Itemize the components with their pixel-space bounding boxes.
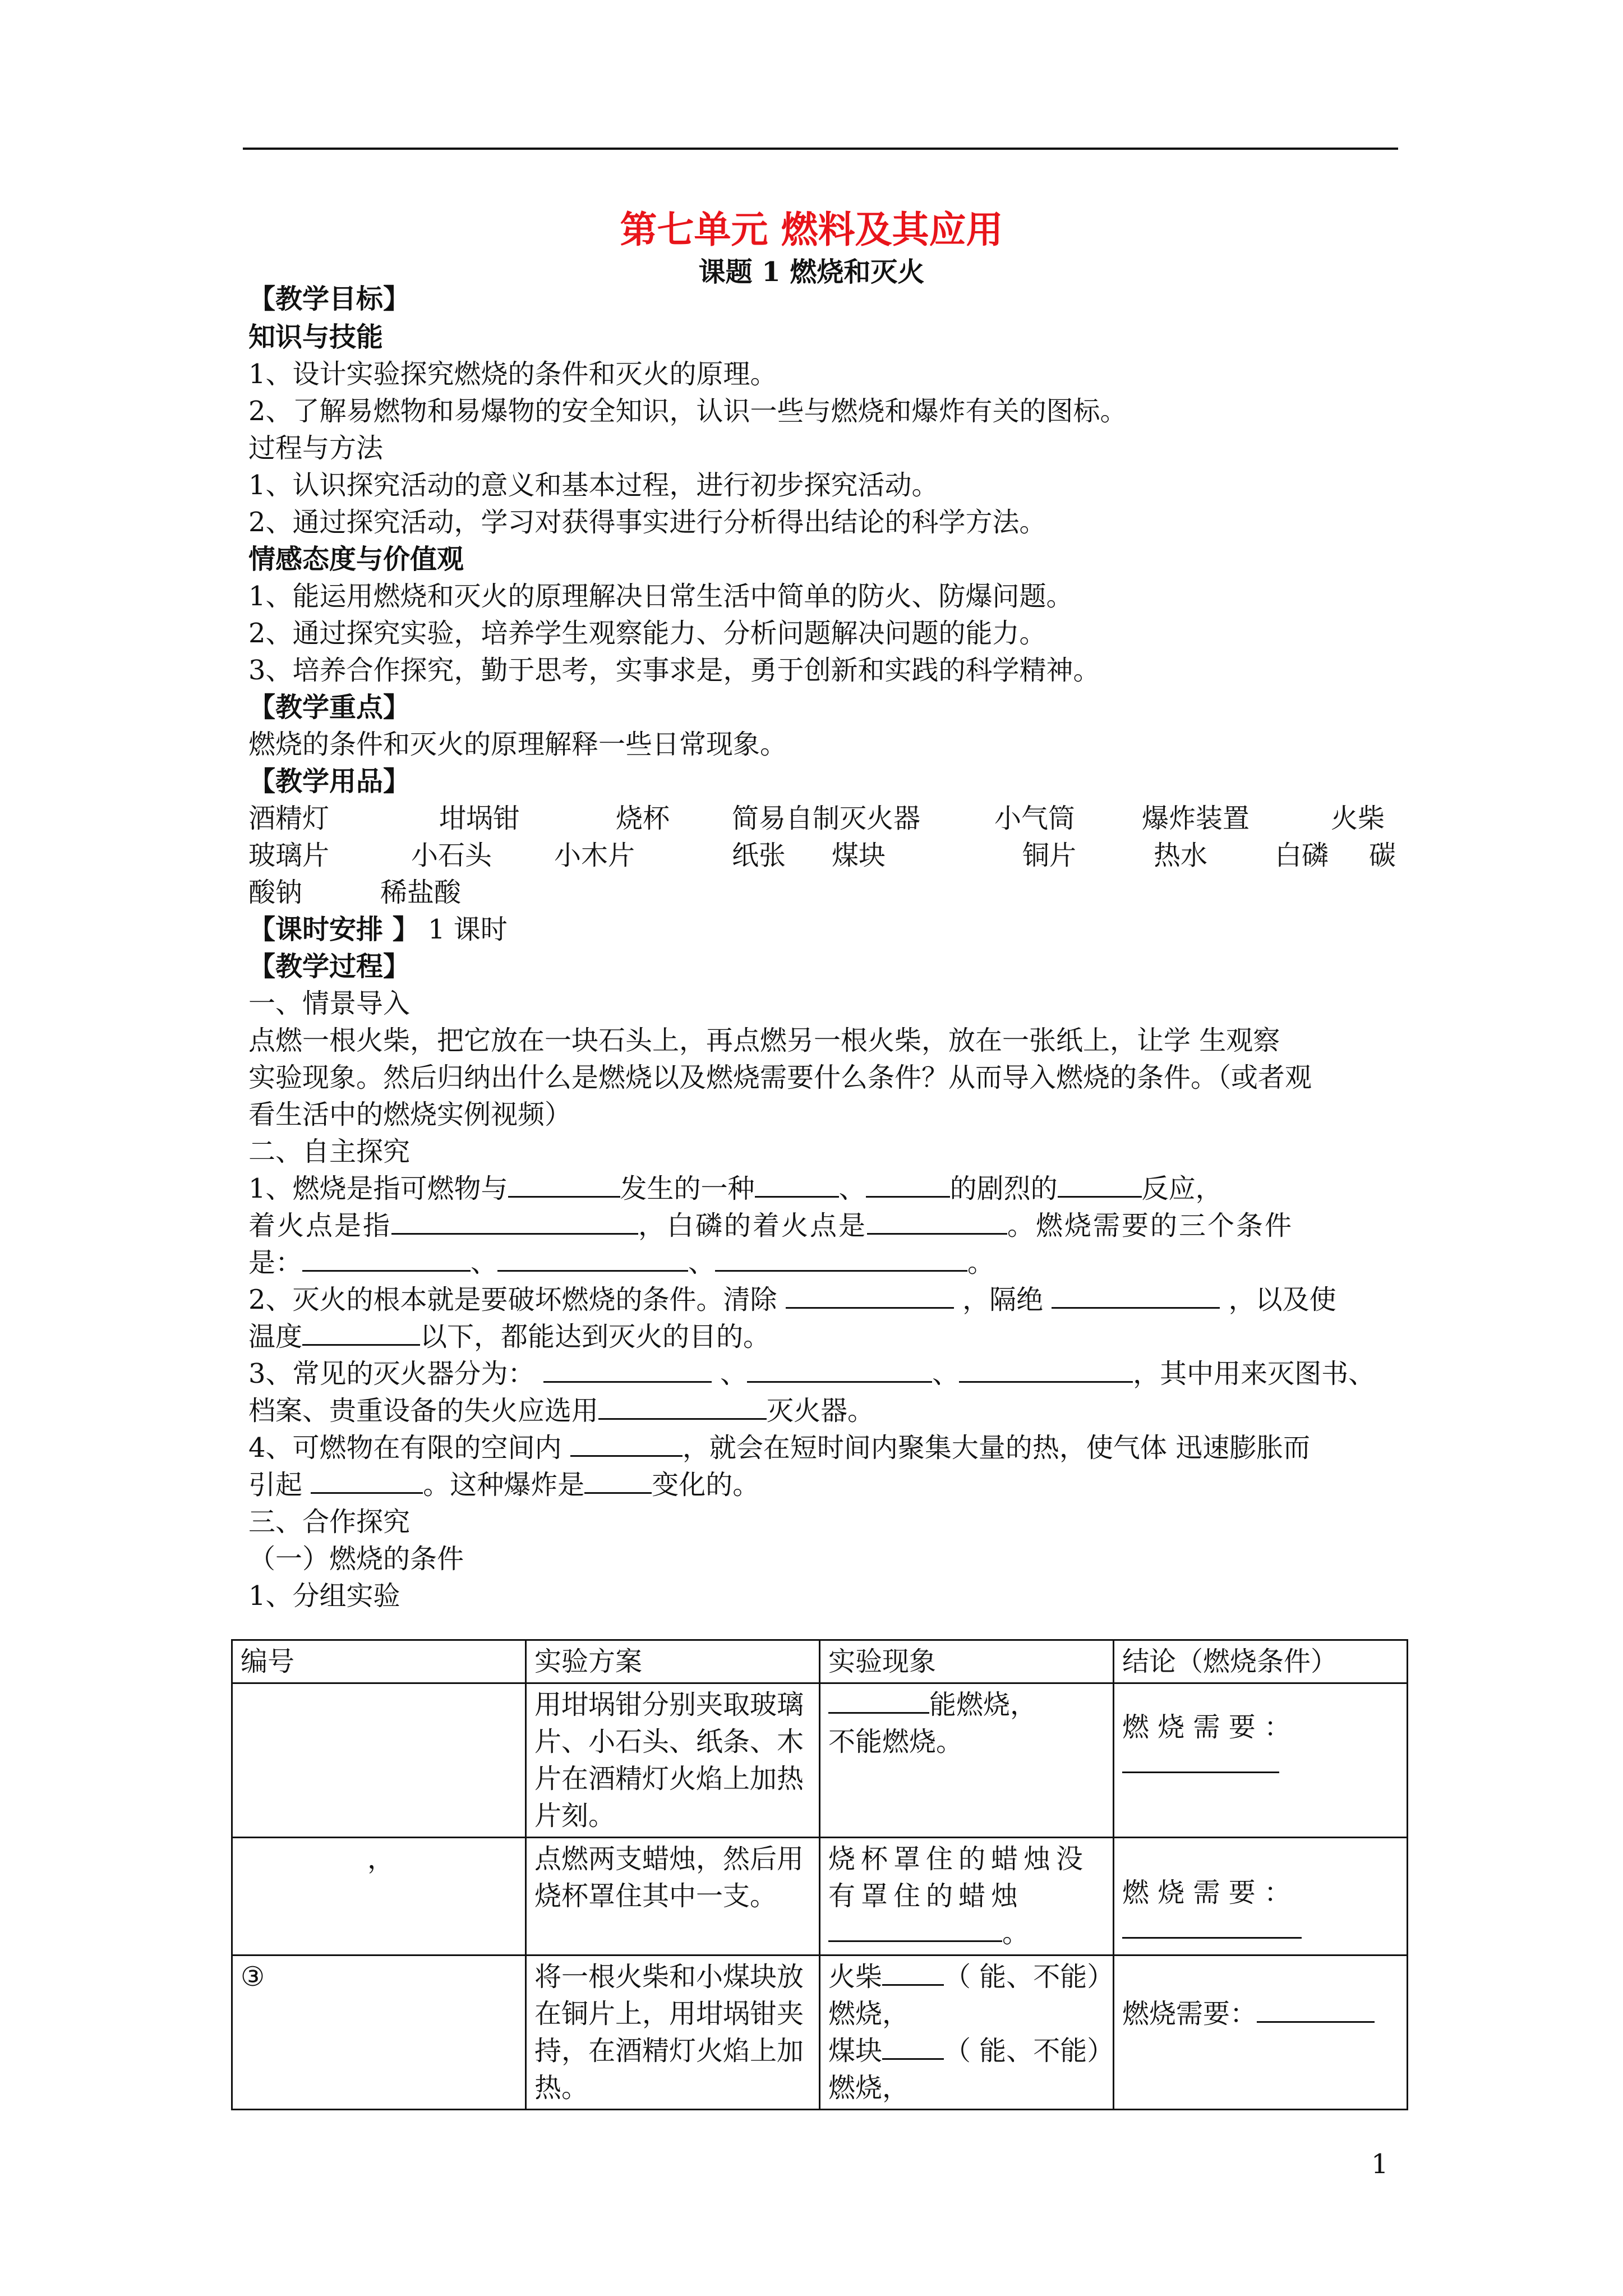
answer-blank[interactable] — [959, 1359, 1133, 1383]
question-text: 变化的。 — [652, 1469, 760, 1501]
table-cell-id: ， — [232, 1838, 526, 1955]
question-text: ，白磷的着火点是 — [638, 1210, 868, 1241]
attitude-item: 2、通过探究实验，培养学生观察能力、分析问题解决问题的能力。 — [248, 618, 1046, 649]
cell-text: 火柴 — [828, 1961, 883, 1993]
process-item: 1、认识探究活动的意义和基本过程，进行初步探究活动。 — [248, 470, 939, 501]
answer-blank[interactable] — [598, 1396, 767, 1420]
process-item: 2、通过探究活动，学习对获得事实进行分析得出结论的科学方法。 — [248, 507, 1046, 538]
answer-blank[interactable] — [497, 1248, 688, 1272]
answer-blank[interactable] — [570, 1433, 683, 1457]
schedule-value: 1 课时 — [427, 914, 508, 945]
table-row — [232, 1683, 1408, 1838]
question-text: 是： — [248, 1247, 303, 1278]
answer-blank[interactable] — [543, 1359, 712, 1383]
attitude-item: 3、培养合作探究，勤于思考，实事求是，勇于创新和实践的科学精神。 — [248, 655, 1100, 686]
question-text: 档案、贵重设备的失火应选用 — [248, 1395, 599, 1427]
process-main-heading: 【教学过程】 — [248, 951, 411, 982]
schedule-heading: 【课时安排 】 — [248, 914, 419, 945]
question-text: 。燃烧需要的三个条件 — [1007, 1210, 1294, 1241]
coop-subheading: （一）燃烧的条件 — [248, 1543, 464, 1575]
answer-blank[interactable] — [584, 1470, 652, 1494]
cell-text: 燃 烧 需 要 ： — [1122, 1711, 1292, 1743]
cell-text: 煤块 — [828, 2035, 883, 2067]
answer-blank[interactable] — [1058, 1174, 1142, 1198]
table-header: 编号 — [232, 1640, 526, 1683]
cell-text: 。 — [1002, 1917, 1035, 1949]
lesson-subtitle: 课题 1 燃烧和灭火 — [698, 256, 925, 288]
page-title: 第七单元 燃料及其应用 — [620, 208, 1003, 251]
attitude-item: 1、能运用燃烧和灭火的原理解决日常生活中简单的防火、防爆问题。 — [248, 581, 1073, 612]
question-1 — [248, 1170, 1223, 1207]
table-cell-plan: 点燃两支蜡烛，然后用烧杯罩住其中一支。 — [526, 1838, 820, 1955]
answer-blank[interactable] — [828, 1690, 929, 1714]
answer-blank[interactable] — [882, 1962, 944, 1986]
supply-item: 稀盐酸 — [380, 877, 462, 908]
question-text: 、 — [720, 1358, 748, 1389]
answer-blank[interactable] — [391, 1211, 638, 1235]
table-cell-phenomenon — [820, 1955, 1114, 2110]
cell-text: 燃 烧 需 要 ： — [1122, 1877, 1292, 1908]
knowledge-item: 1、设计实验探究燃烧的条件和灭火的原理。 — [248, 358, 777, 390]
coop-experiment-label: 1、分组实验 — [248, 1580, 400, 1612]
question-text: 温度 — [248, 1321, 303, 1352]
question-text: 。这种爆炸是 — [423, 1469, 585, 1501]
table-header: 实验现象 — [820, 1640, 1114, 1683]
supply-item: 小石头 — [411, 840, 492, 871]
table-header: 结论（燃烧条件） — [1114, 1640, 1408, 1683]
table-cell-plan: 用坩埚钳分别夹取玻璃片、小石头、纸条、木片在酒精灯火焰上加热片刻。 — [526, 1683, 820, 1838]
supply-item: 热水 — [1154, 840, 1208, 871]
answer-blank[interactable] — [786, 1285, 954, 1309]
question-text: 、 — [688, 1247, 716, 1278]
table-cell-phenomenon — [820, 1838, 1114, 1955]
table-header: 实验方案 — [526, 1640, 820, 1683]
table-row — [232, 1955, 1408, 2110]
question-text: 引起 — [248, 1469, 303, 1501]
cell-text: 燃烧需要： — [1122, 1998, 1257, 2030]
question-text: 4、可燃物在有限的空间内 — [248, 1432, 562, 1464]
knowledge-item: 2、了解易燃物和易爆物的安全知识，认识一些与燃烧和爆炸有关的图标。 — [248, 395, 1127, 427]
question-1-cont — [248, 1207, 1293, 1244]
cell-text: （ 能、不能）燃烧， — [828, 1961, 1101, 2030]
page-number: 1 — [1371, 2148, 1389, 2180]
question-text: 。 — [967, 1247, 995, 1278]
question-2 — [248, 1281, 1336, 1318]
supply-item: 小气筒 — [994, 803, 1076, 834]
answer-blank[interactable] — [715, 1248, 967, 1272]
attitude-heading: 情感态度与价值观 — [248, 544, 464, 575]
experiment-table — [231, 1639, 1408, 2110]
question-text: 着火点是指 — [248, 1210, 392, 1241]
question-text: ，隔绝 — [962, 1284, 1044, 1315]
question-2-cont — [248, 1318, 770, 1355]
question-text: ，就会在短时间内聚集大量的热，使气体 迅速膨胀而 — [682, 1432, 1311, 1464]
cell-text: 能燃烧， — [929, 1689, 1038, 1720]
table-cell-id: ③ — [232, 1955, 526, 2110]
table-cell-conclusion — [1114, 1683, 1408, 1838]
answer-blank[interactable] — [1052, 1285, 1220, 1309]
intro-heading: 一、情景导入 — [248, 988, 411, 1019]
table-cell-conclusion — [1114, 1838, 1408, 1955]
question-text: 3、常见的灭火器分为： — [248, 1358, 535, 1389]
question-text: 发生的一种 — [620, 1173, 755, 1204]
question-text: 2、灭火的根本就是要破坏燃烧的条件。清除 — [248, 1284, 777, 1315]
cell-text: 不能燃烧。 — [828, 1726, 963, 1757]
key-heading: 【教学重点】 — [248, 692, 411, 723]
supply-item: 白磷 — [1275, 840, 1329, 871]
answer-blank[interactable] — [508, 1174, 620, 1198]
supply-item: 烧杯 — [616, 803, 670, 834]
question-4-cont — [248, 1466, 759, 1503]
knowledge-heading: 知识与技能 — [248, 321, 384, 353]
table-cell-conclusion — [1114, 1955, 1408, 2110]
answer-blank[interactable] — [867, 1211, 1007, 1235]
table-cell-plan: 将一根火柴和小煤块放在铜片上，用坩埚钳夹持，在酒精灯火焰上加热。 — [526, 1955, 820, 2110]
key-text: 燃烧的条件和灭火的原理解释一些日常现象。 — [248, 729, 787, 760]
question-text: 反应， — [1141, 1173, 1223, 1204]
supply-item: 煤块 — [832, 840, 886, 871]
question-text: 、 — [932, 1358, 960, 1389]
question-text: 、 — [471, 1247, 498, 1278]
question-text: 以下，都能达到灭火的目的。 — [420, 1321, 771, 1352]
question-3 — [248, 1355, 1375, 1392]
supplies-heading: 【教学用品】 — [248, 766, 411, 797]
intro-paragraph: 看生活中的燃烧实例视频） — [248, 1099, 572, 1130]
intro-paragraph: 实验现象。然后归纳出什么是燃烧以及燃烧需要什么条件？从而导入燃烧的条件。（或者观 — [248, 1062, 1312, 1093]
supply-item: 酒精灯 — [248, 803, 330, 834]
supply-item: 小木片 — [554, 840, 635, 871]
table-row — [232, 1838, 1408, 1955]
coop-heading: 三、合作探究 — [248, 1506, 411, 1538]
answer-blank[interactable] — [302, 1248, 471, 1272]
supply-item: 纸张 — [732, 840, 786, 871]
supply-item: 铜片 — [1022, 840, 1077, 871]
supply-item: 坩埚钳 — [439, 803, 520, 834]
question-4 — [248, 1429, 1310, 1466]
question-text: 1、燃烧是指可燃物与 — [248, 1173, 508, 1204]
self-heading: 二、自主探究 — [248, 1136, 411, 1167]
schedule-line — [248, 911, 508, 948]
supply-item: 简易自制灭火器 — [732, 803, 921, 834]
question-text: 、 — [838, 1173, 866, 1204]
header-rule — [243, 148, 1398, 150]
answer-blank[interactable] — [1122, 1749, 1279, 1773]
answer-blank[interactable] — [302, 1322, 420, 1346]
supply-item: 酸钠 — [248, 877, 303, 908]
question-text: ，以及使 — [1228, 1284, 1336, 1315]
table-cell-phenomenon — [820, 1683, 1114, 1838]
question-3-cont — [248, 1392, 874, 1429]
answer-blank[interactable] — [311, 1470, 423, 1494]
question-1-cont — [248, 1244, 994, 1281]
cell-text: （ 能、不能）燃烧， — [828, 2035, 1101, 2104]
supply-item: 碳 — [1369, 840, 1396, 871]
question-text: ，其中用来灭图书、 — [1133, 1358, 1376, 1389]
process-heading: 过程与方法 — [248, 432, 384, 464]
question-text: 的剧烈的 — [949, 1173, 1058, 1204]
question-text: 灭火器。 — [767, 1395, 875, 1427]
table-header-row — [232, 1640, 1408, 1683]
answer-blank[interactable] — [828, 1918, 1002, 1942]
answer-blank[interactable] — [747, 1359, 932, 1383]
supply-item: 火柴 — [1331, 803, 1385, 834]
answer-blank[interactable] — [1257, 1999, 1375, 2023]
answer-blank[interactable] — [866, 1174, 950, 1198]
intro-paragraph: 点燃一根火柴，把它放在一块石头上，再点燃另一根火柴，放在一张纸上，让学 生观察 — [248, 1025, 1280, 1056]
answer-blank[interactable] — [1122, 1915, 1302, 1939]
answer-blank[interactable] — [882, 2036, 944, 2060]
cell-text: 烧杯罩住的蜡烛没有罩住的蜡烛 — [828, 1843, 1089, 1912]
table-cell-id — [232, 1683, 526, 1838]
goals-heading: 【教学目标】 — [248, 283, 411, 315]
supply-item: 爆炸装置 — [1142, 803, 1250, 834]
supply-item: 玻璃片 — [248, 840, 330, 871]
answer-blank[interactable] — [755, 1174, 839, 1198]
